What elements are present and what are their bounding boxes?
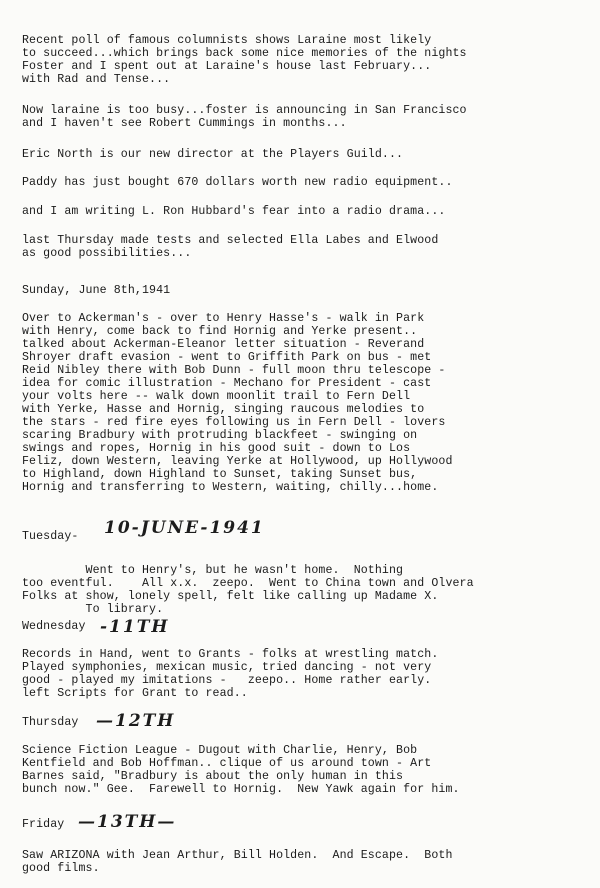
text-line: To library. — [22, 603, 164, 616]
text-line: left Scripts for Grant to read.. — [22, 687, 248, 700]
text-line: Folks at show, lonely spell, felt like calling up Madame X. — [22, 590, 439, 603]
text-line: and I haven't see Robert Cummings in months... — [22, 117, 347, 130]
handwritten-date: 10-JUNE-1941 — [104, 518, 265, 538]
text-line: and I am writing L. Ron Hubbard's fear into a radio drama... — [22, 205, 446, 218]
handwritten-date: —12TH — [96, 711, 176, 731]
text-line: scaring Bradbury with protruding blackfeet - swinging on — [22, 429, 418, 442]
text-line: idea for comic illustration - Mechano for President - cast — [22, 377, 432, 390]
text-line: Feliz, down Western, leaving Yerke at Hollywood, up Hollywood — [22, 455, 453, 468]
text-line: Paddy has just bought 670 dollars worth new radio equipment.. — [22, 176, 453, 189]
text-line: Now laraine is too busy...foster is announcing in San Francisco — [22, 104, 467, 117]
text-line: swings and ropes, Hornig in his good suit - down to Los — [22, 442, 411, 455]
text-line: Science Fiction League - Dugout with Charlie, Henry, Bob — [22, 744, 418, 757]
day-label: Wednesday — [22, 620, 86, 633]
handwritten-date: —13TH— — [78, 812, 177, 832]
text-line: bunch now." Gee. Farewell to Hornig. New Yawk again for him. — [22, 783, 460, 796]
text-line: Saw ARIZONA with Jean Arthur, Bill Holden. And Escape. Both — [22, 849, 453, 862]
date-heading-sunday: Sunday, June 8th,1941 — [22, 284, 171, 297]
text-line: Shroyer draft evasion - went to Griffith Park on bus - met — [22, 351, 432, 364]
text-line: good - played my imitations - zeepo.. Home rather early. — [22, 674, 432, 687]
text-line: with Henry, come back to find Hornig and Yerke present.. — [22, 325, 418, 338]
text-line: with Yerke, Hasse and Hornig, singing raucous melodies to — [22, 403, 425, 416]
text-line: Played symphonies, mexican music, tried dancing - not very — [22, 661, 432, 674]
text-line: Kentfield and Bob Hoffman.. clique of us around town - Art — [22, 757, 432, 770]
text-line: good films. — [22, 862, 100, 875]
text-line: Hornig and transferring to Western, waiting, chilly...home. — [22, 481, 439, 494]
text-line: too eventful. All x.x. zeepo. Went to China town and Olvera — [22, 577, 474, 590]
day-label: Thursday — [22, 716, 79, 729]
text-line: Barnes said, "Bradbury is about the only human in this — [22, 770, 404, 783]
text-line: Foster and I spent out at Laraine's house last February... — [22, 60, 432, 73]
text-line: as good possibilities... — [22, 247, 192, 260]
text-line: to Highland, down Highland to Sunset, taking Sunset bus, — [22, 468, 418, 481]
text-line: Eric North is our new director at the Players Guild... — [22, 148, 404, 161]
text-line: to succeed...which brings back some nice memories of the nights — [22, 47, 467, 60]
text-line: the stars - red fire eyes following us in Fern Dell - lovers — [22, 416, 446, 429]
text-line: Over to Ackerman's - over to Henry Hasse's - walk in Park — [22, 312, 425, 325]
text-line: Went to Henry's, but he wasn't home. Nothing — [22, 564, 404, 577]
text-line: talked about Ackerman-Eleanor letter situation - Reverand — [22, 338, 425, 351]
handwritten-date: -11TH — [100, 617, 170, 637]
text-line: Recent poll of famous columnists shows Laraine most likely — [22, 34, 432, 47]
text-line: Reid Nibley there with Bob Dunn - full moon thru telescope - — [22, 364, 446, 377]
text-line: with Rad and Tense... — [22, 73, 171, 86]
text-line: Records in Hand, went to Grants - folks at wrestling match. — [22, 648, 439, 661]
text-line: last Thursday made tests and selected Ella Labes and Elwood — [22, 234, 439, 247]
day-label: Friday — [22, 818, 65, 831]
text-line: your volts here -- walk down moonlit trail to Fern Dell — [22, 390, 411, 403]
day-label: Tuesday- — [22, 530, 79, 543]
